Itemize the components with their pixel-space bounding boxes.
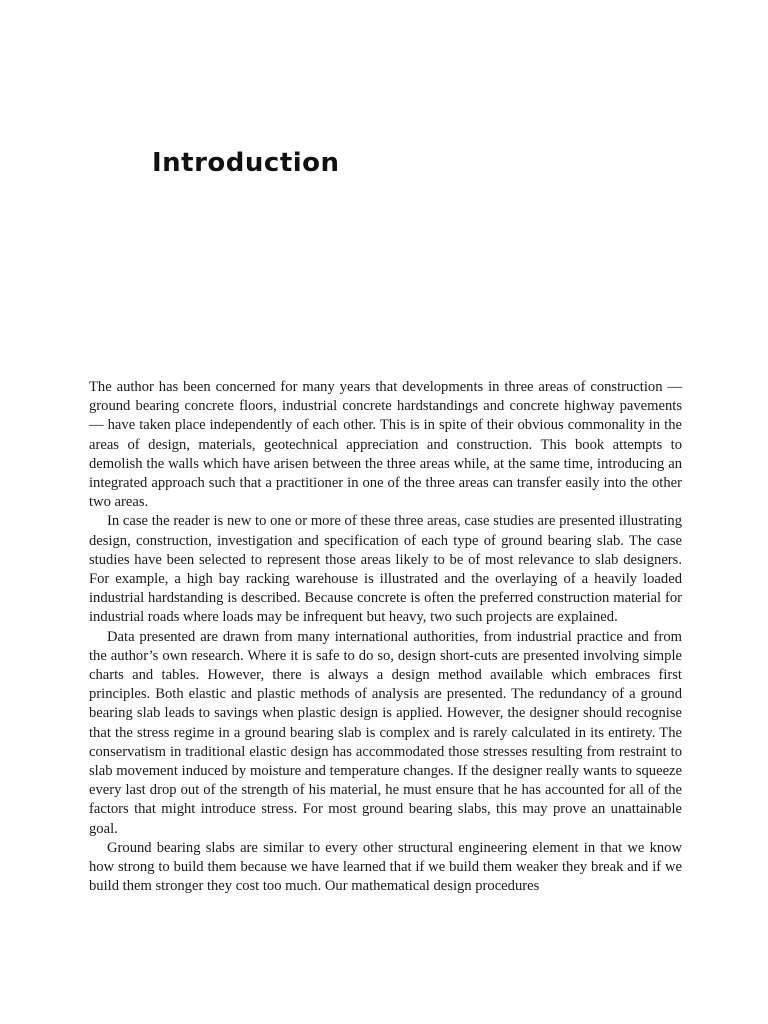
- paragraph-3: Data presented are drawn from many international authorities, from industrial practice and from the author’s own research. Where it is safe to do so, design short-cuts are presented involving simple charts and tables. However, there is always a design method available which embraces first principles. Both elastic and plastic methods of analysis are presented. The redundancy of a ground bearing slab leads to savings when plastic design is applied. However, the designer should recognise that the stress regime in a ground bearing slab is complex and is rarely calculated in its entirety. The conservatism in traditional elastic design has accommodated those stresses resulting from restraint to slab movement induced by moisture and temperature changes. If the designer really wants to squeeze every last drop out of the strength of his material, he must ensure that he has accounted for all of the factors that might introduce stress. For most ground bearing slabs, this may prove an unattainable goal.: [89, 628, 682, 837]
- chapter-title: Introduction: [152, 148, 340, 178]
- paragraph-1: The author has been concerned for many years that developments in three areas of construction — ground bearing concrete floors, industrial concrete hardstandings and concrete highway pavements — have taken place independently of each other. This is in spite of their obvious commonality in the areas of design, materials, geotechnical appreciation and construction. This book attempts to demolish the walls which have arisen between the three areas while, at the same time, introducing an integrated approach such that a practitioner in one of the three areas can transfer easily into the other two areas.: [89, 379, 682, 511]
- paragraph-4: Ground bearing slabs are similar to every other structural engineering element in that we know how strong to build them because we have learned that if we build them weaker they break and if we build them stronger they cost too much. Our mathematical design procedures: [89, 839, 682, 895]
- paragraph-2: In case the reader is new to one or more of these three areas, case studies are presented illustrating design, construction, investigation and specification of each type of ground bearing slab. The case studies have been selected to represent those areas likely to be of most relevance to slab designers. For example, a high bay racking warehouse is illustrated and the overlaying of a heavily loaded industrial hardstanding is described. Because concrete is often the preferred construction material for industrial roads where loads may be infrequent but heavy, two such projects are explained.: [89, 513, 682, 626]
- body-text: [89, 378, 682, 896]
